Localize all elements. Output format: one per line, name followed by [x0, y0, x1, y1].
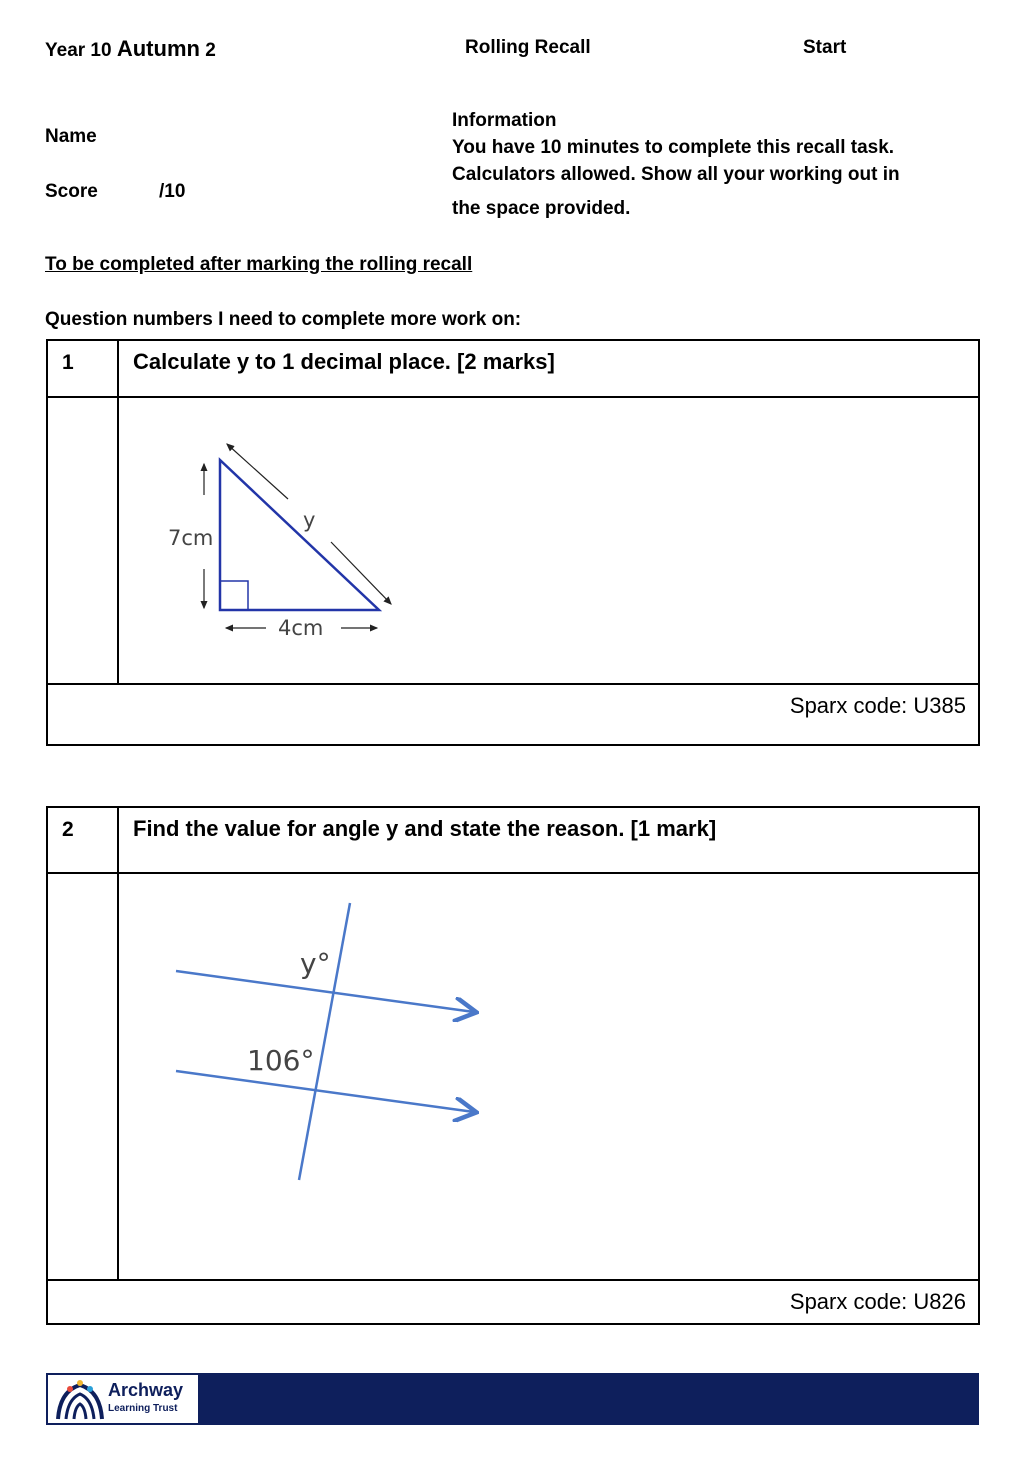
question-2-box — [46, 806, 980, 1325]
term-number: 2 — [205, 40, 216, 61]
logo-main-text: Archway — [108, 1380, 184, 1400]
question-number-cell — [48, 398, 119, 683]
information-line: the space provided. — [452, 198, 631, 219]
information-line: You have 10 minutes to complete this recall task. — [452, 137, 895, 158]
after-marking-heading: To be completed after marking the rolling recall — [45, 254, 473, 275]
year-label — [45, 36, 216, 62]
information-block — [452, 107, 900, 222]
transversal-line — [299, 903, 350, 1180]
start-label: Start — [803, 37, 847, 58]
worksheet-title: Rolling Recall — [465, 37, 591, 58]
sparx-code: Sparx code: U385 — [789, 693, 966, 718]
logo-sub-text: Learning Trust — [108, 1403, 178, 1414]
parallel-lines-diagram — [158, 899, 498, 1199]
score-total: /10 — [159, 181, 186, 202]
year-text: Year 10 — [45, 40, 112, 61]
question-number: 1 — [62, 351, 74, 374]
score-label: Score — [45, 181, 98, 202]
footer-banner — [46, 1373, 979, 1425]
archway-logo-icon — [54, 1379, 106, 1421]
triangle-shape — [220, 460, 379, 610]
sparx-code: Sparx code: U826 — [789, 1289, 966, 1314]
question-text: Calculate y to 1 decimal place. [2 marks] — [133, 349, 555, 374]
question-number-cell — [48, 341, 119, 396]
information-heading: Information — [452, 110, 557, 131]
hypotenuse-label: y — [303, 508, 316, 532]
angle-y-label: y° — [300, 947, 331, 980]
side-7cm-label: 7cm — [168, 526, 214, 550]
hyp-arrow-up — [227, 444, 288, 499]
right-triangle-diagram — [148, 423, 468, 653]
question-2-header-row — [48, 808, 978, 874]
question-1-work-row — [48, 398, 978, 685]
term-text: Autumn — [116, 36, 200, 61]
question-2-work-row — [48, 874, 978, 1281]
question-1-sparx-row — [48, 685, 978, 745]
question-2-sparx-row — [48, 1281, 978, 1325]
side-4cm-label: 4cm — [278, 616, 324, 640]
question-numbers-label: Question numbers I need to complete more work on: — [45, 309, 522, 330]
logo-box — [48, 1375, 198, 1423]
angle-106-label: 106° — [247, 1044, 315, 1077]
question-number: 2 — [62, 818, 74, 841]
question-1-box — [46, 339, 980, 746]
parallel-line-bottom — [176, 1071, 474, 1112]
question-number-cell — [48, 874, 119, 1279]
right-angle-mark — [220, 581, 248, 610]
information-line: Calculators allowed. Show all your working out in — [452, 164, 900, 185]
question-number-cell — [48, 808, 119, 872]
name-label: Name — [45, 126, 97, 147]
question-text: Find the value for angle y and state the reason. [1 mark] — [133, 816, 717, 841]
question-1-header-row — [48, 341, 978, 398]
